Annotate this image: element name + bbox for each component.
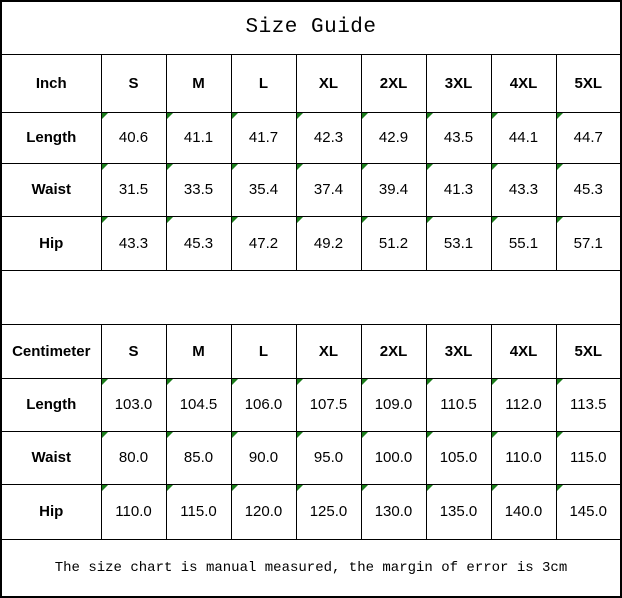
value-cell xyxy=(231,378,296,431)
size-col-header: 3XL xyxy=(426,54,491,112)
value-text: 42.3 xyxy=(313,129,344,146)
value-text: 110.5 xyxy=(440,396,477,413)
comment-marker-icon xyxy=(492,432,498,438)
value-text: 41.3 xyxy=(443,181,474,198)
comment-marker-icon xyxy=(427,113,433,119)
size-col-header: L xyxy=(231,54,296,112)
comment-marker-icon xyxy=(167,217,173,223)
value-text: 31.5 xyxy=(118,181,149,198)
value-text: 51.2 xyxy=(378,234,409,252)
value-text: 110.0 xyxy=(115,503,152,520)
value-cell xyxy=(361,378,426,431)
comment-marker-icon xyxy=(492,164,498,170)
comment-marker-icon xyxy=(297,217,303,223)
value-cell xyxy=(426,112,491,163)
comment-marker-icon xyxy=(232,379,238,385)
comment-marker-icon xyxy=(492,113,498,119)
comment-marker-icon xyxy=(297,379,303,385)
comment-marker-icon xyxy=(427,379,433,385)
comment-marker-icon xyxy=(232,164,238,170)
value-cell xyxy=(231,216,296,270)
comment-marker-icon xyxy=(102,379,108,385)
comment-marker-icon xyxy=(362,432,368,438)
title-row xyxy=(1,1,621,54)
value-cell xyxy=(231,484,296,539)
value-text: 43.3 xyxy=(118,234,149,252)
value-cell xyxy=(101,163,166,216)
comment-marker-icon xyxy=(557,485,563,491)
row-label-cell: Hip xyxy=(1,216,101,270)
value-text: 130.0 xyxy=(374,503,413,520)
comment-marker-icon xyxy=(232,113,238,119)
value-cell xyxy=(296,431,361,484)
value-text: 80.0 xyxy=(118,449,149,466)
value-cell xyxy=(556,378,621,431)
value-text: 44.1 xyxy=(508,129,539,146)
value-cell xyxy=(556,431,621,484)
value-text: 90.0 xyxy=(248,449,279,466)
value-text: 120.0 xyxy=(244,503,283,520)
value-cell xyxy=(361,163,426,216)
row-label-cell: Waist xyxy=(1,163,101,216)
comment-marker-icon xyxy=(167,485,173,491)
size-col-header: 3XL xyxy=(426,324,491,378)
value-cell xyxy=(426,163,491,216)
comment-marker-icon xyxy=(362,379,368,385)
value-cell xyxy=(296,163,361,216)
comment-marker-icon xyxy=(427,485,433,491)
value-text: 44.7 xyxy=(573,129,603,146)
value-cell xyxy=(491,431,556,484)
value-cell xyxy=(426,431,491,484)
value-text: 49.2 xyxy=(313,234,344,252)
value-cell xyxy=(296,378,361,431)
comment-marker-icon xyxy=(557,164,563,170)
comment-marker-icon xyxy=(362,485,368,491)
size-col-header: 2XL xyxy=(361,54,426,112)
comment-marker-icon xyxy=(167,379,173,385)
value-text: 112.0 xyxy=(505,396,542,413)
comment-marker-icon xyxy=(557,113,563,119)
value-cell xyxy=(296,112,361,163)
value-text: 109.0 xyxy=(374,396,413,413)
comment-marker-icon xyxy=(492,217,498,223)
comment-marker-icon xyxy=(362,217,368,223)
value-cell xyxy=(361,484,426,539)
value-cell xyxy=(166,484,231,539)
value-text: 40.6 xyxy=(118,129,149,146)
row-label-cell: Length xyxy=(1,112,101,163)
size-col-header: M xyxy=(166,54,231,112)
value-cell xyxy=(166,216,231,270)
value-cell xyxy=(101,216,166,270)
value-cell xyxy=(166,378,231,431)
row-label-cell: Hip xyxy=(1,484,101,539)
unit-header-centimeter: Centimeter xyxy=(1,324,101,378)
comment-marker-icon xyxy=(297,164,303,170)
value-cell xyxy=(361,431,426,484)
cm-header-row xyxy=(1,324,621,378)
value-text: 95.0 xyxy=(313,449,344,466)
value-text: 47.2 xyxy=(248,234,279,252)
value-cell xyxy=(231,163,296,216)
value-cell xyxy=(101,378,166,431)
value-cell xyxy=(361,216,426,270)
value-cell xyxy=(101,112,166,163)
value-cell xyxy=(491,378,556,431)
value-text: 43.5 xyxy=(443,129,474,146)
value-text: 39.4 xyxy=(378,181,409,198)
value-text: 135.0 xyxy=(439,503,478,520)
value-cell xyxy=(231,431,296,484)
value-cell xyxy=(556,216,621,270)
comment-marker-icon xyxy=(102,217,108,223)
value-cell xyxy=(556,163,621,216)
inch-waist-row xyxy=(1,163,621,216)
size-col-header: 5XL xyxy=(556,54,621,112)
size-col-header: L xyxy=(231,324,296,378)
comment-marker-icon xyxy=(297,432,303,438)
value-text: 33.5 xyxy=(183,181,214,198)
value-cell xyxy=(166,112,231,163)
value-text: 140.0 xyxy=(504,503,543,520)
value-text: 100.0 xyxy=(374,449,413,466)
cm-length-row xyxy=(1,378,621,431)
value-cell xyxy=(426,378,491,431)
value-text: 43.3 xyxy=(508,181,539,198)
value-text: 103.0 xyxy=(114,396,153,413)
value-text: 41.1 xyxy=(183,129,214,146)
size-col-header: S xyxy=(101,54,166,112)
comment-marker-icon xyxy=(297,485,303,491)
value-cell xyxy=(491,484,556,539)
inch-header-row xyxy=(1,54,621,112)
value-text: 53.1 xyxy=(443,234,474,252)
comment-marker-icon xyxy=(102,113,108,119)
value-text: 45.3 xyxy=(573,181,603,198)
value-text: 55.1 xyxy=(508,234,539,252)
inch-hip-row xyxy=(1,216,621,270)
comment-marker-icon xyxy=(167,164,173,170)
comment-marker-icon xyxy=(102,164,108,170)
comment-marker-icon xyxy=(362,113,368,119)
row-label-cell: Length xyxy=(1,378,101,431)
value-text: 37.4 xyxy=(313,181,344,198)
value-cell xyxy=(426,484,491,539)
comment-marker-icon xyxy=(297,113,303,119)
measurement-note: The size chart is manual measured, the margin of error is 3cm xyxy=(1,539,621,597)
comment-marker-icon xyxy=(557,217,563,223)
value-cell xyxy=(556,112,621,163)
value-cell xyxy=(361,112,426,163)
value-cell xyxy=(491,216,556,270)
comment-marker-icon xyxy=(492,379,498,385)
comment-marker-icon xyxy=(557,432,563,438)
spacer-row xyxy=(1,270,621,324)
value-text: 107.5 xyxy=(309,396,348,413)
value-cell xyxy=(166,163,231,216)
value-cell xyxy=(426,216,491,270)
comment-marker-icon xyxy=(102,432,108,438)
comment-marker-icon xyxy=(557,379,563,385)
value-text: 104.5 xyxy=(179,396,218,413)
comment-marker-icon xyxy=(232,432,238,438)
value-cell xyxy=(231,112,296,163)
value-text: 41.7 xyxy=(248,129,279,146)
value-cell xyxy=(491,112,556,163)
row-label-cell: Waist xyxy=(1,431,101,484)
value-text: 45.3 xyxy=(183,234,214,252)
value-text: 106.0 xyxy=(244,396,283,413)
comment-marker-icon xyxy=(232,217,238,223)
page-title: Size Guide xyxy=(1,1,621,54)
size-col-header: M xyxy=(166,324,231,378)
value-text: 110.0 xyxy=(505,449,542,466)
value-text: 42.9 xyxy=(378,129,409,146)
cm-waist-row xyxy=(1,431,621,484)
value-text: 115.0 xyxy=(180,503,217,520)
value-cell xyxy=(101,484,166,539)
value-cell xyxy=(491,163,556,216)
comment-marker-icon xyxy=(427,217,433,223)
value-text: 105.0 xyxy=(439,449,478,466)
comment-marker-icon xyxy=(427,432,433,438)
value-text: 57.1 xyxy=(573,234,603,252)
comment-marker-icon xyxy=(362,164,368,170)
comment-marker-icon xyxy=(167,432,173,438)
value-cell xyxy=(166,431,231,484)
value-text: 113.5 xyxy=(570,396,607,413)
size-col-header: 2XL xyxy=(361,324,426,378)
value-cell xyxy=(101,431,166,484)
cm-hip-row xyxy=(1,484,621,539)
comment-marker-icon xyxy=(492,485,498,491)
unit-header-inch: Inch xyxy=(1,54,101,112)
comment-marker-icon xyxy=(232,485,238,491)
value-text: 145.0 xyxy=(569,503,608,520)
value-text: 85.0 xyxy=(183,449,214,466)
value-text: 125.0 xyxy=(309,503,348,520)
size-col-header: S xyxy=(101,324,166,378)
size-col-header: 4XL xyxy=(491,54,556,112)
size-col-header: XL xyxy=(296,324,361,378)
value-cell xyxy=(556,484,621,539)
comment-marker-icon xyxy=(427,164,433,170)
size-col-header: 5XL xyxy=(556,324,621,378)
size-col-header: XL xyxy=(296,54,361,112)
note-row xyxy=(1,539,621,597)
value-cell xyxy=(296,484,361,539)
comment-marker-icon xyxy=(167,113,173,119)
value-cell xyxy=(296,216,361,270)
size-col-header: 4XL xyxy=(491,324,556,378)
comment-marker-icon xyxy=(102,485,108,491)
value-text: 35.4 xyxy=(248,181,279,198)
spacer-cell xyxy=(1,270,621,324)
value-text: 115.0 xyxy=(570,449,607,466)
inch-length-row xyxy=(1,112,621,163)
